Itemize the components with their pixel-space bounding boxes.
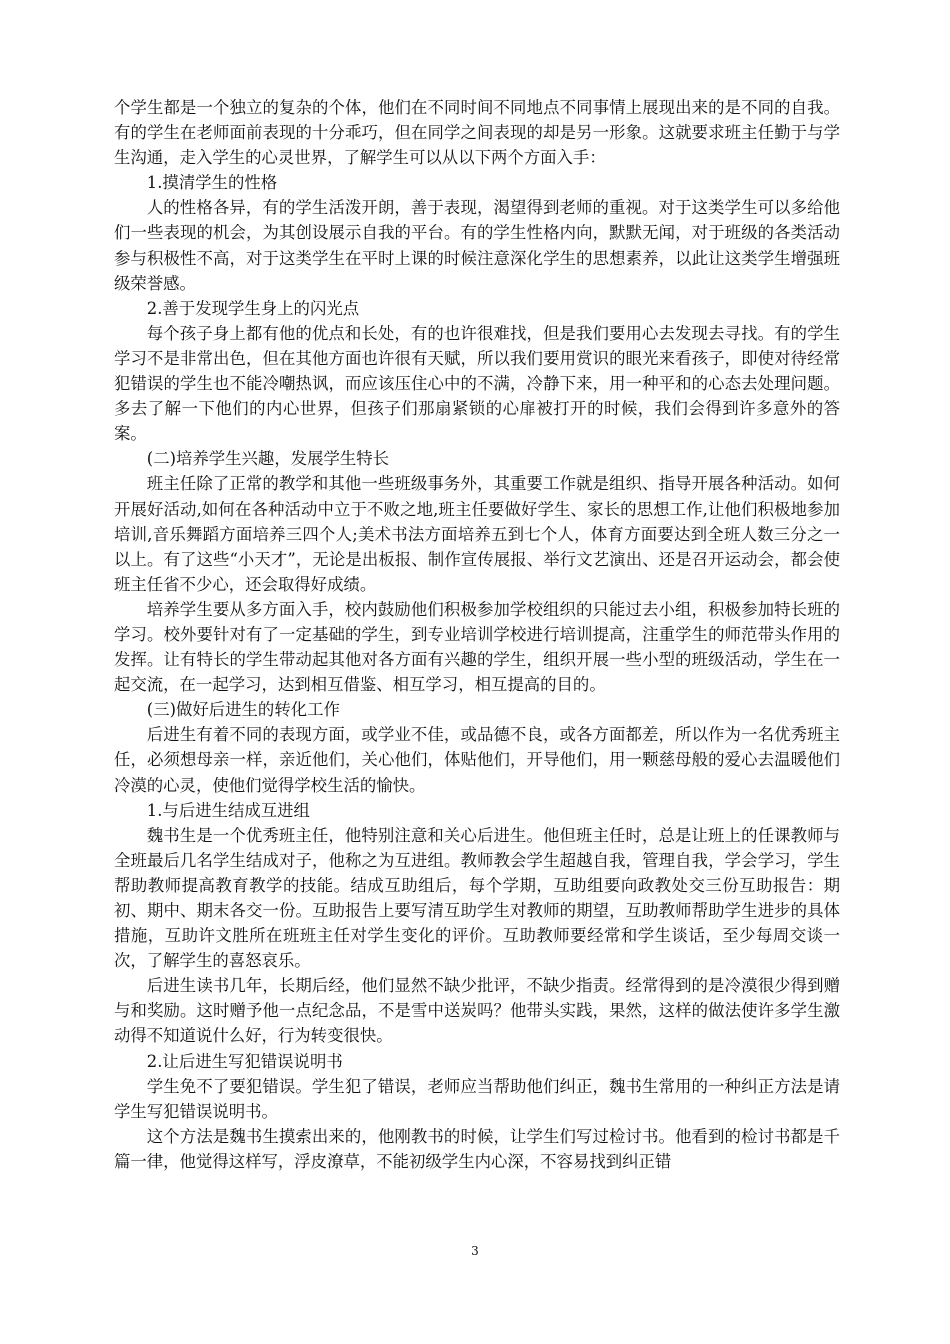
subheading: 2.善于发现学生身上的闪光点 — [146, 298, 360, 318]
section-heading: (二)培养学生兴趣，发展学生特长 — [146, 449, 390, 469]
section-heading: (三)做好后进生的转化工作 — [146, 700, 340, 720]
document-body — [114, 95, 840, 1174]
paragraph: 这个方法是魏书生摸索出来的，他刚教书的时候，让学生们写过检讨书。他看到的检讨书都是千篇一律，他觉得这样写，浮皮潦草，不能初级学生内心深，不容易找到纠正错 — [114, 1126, 840, 1171]
paragraph: 后进生有着不同的表现方面，或学业不佳，或品德不良，或各方面都差，所以作为一名优秀班主任，必须想母亲一样，亲近他们，关心他们，体贴他们，开导他们，用一颗慈母般的爱心去温暖他们冷漠的心灵，使他们觉得学校生活的愉快。 — [114, 725, 840, 795]
paragraph-continuation: 个学生都是一个独立的复杂的个体，他们在不同时间不同地点不同事情上展现出来的是不同的自我。有的学生在老师面前表现的十分乖巧，但在同学之间表现的却是另一形象。这就要求班主任勤于与学生沟通，走入学生的心灵世界，了解学生可以从以下两个方面入手： — [114, 98, 840, 168]
subheading: 2.让后进生写犯错误说明书 — [146, 1051, 343, 1071]
paragraph: 班主任除了正常的教学和其他一些班级事务外，其重要工作就是组织、指导开展各种活动。如何开展好活动,如何在各种活动中立于不败之地,班主任要做好学生、家长的思想工作,让他们积极地参加培训,音乐舞蹈方面培养三四个人;美术书法方面培养五到七个人，体育方面要达到全班人数三分之一以上。有了这些“小天才”，无论是出板报、制作宣传展报、举行文艺演出、还是召开运动会，都会使班主任省不少心，还会取得好成绩。 — [114, 474, 840, 594]
paragraph: 每个孩子身上都有他的优点和长处，有的也许很难找，但是我们要用心去发现去寻找。有的学生学习不是非常出色，但在其他方面也许很有天赋，所以我们要用赏识的眼光来看孩子，即使对待经常犯错误的学生也不能冷嘲热讽，而应该压住心中的不满，冷静下来，用一种平和的心态去处理问题。多去了解一下他们的内心世界，但孩子们那扇紧锁的心扉被打开的时候，我们会得到许多意外的答案。 — [114, 323, 840, 444]
paragraph: 学生免不了要犯错误。学生犯了错误，老师应当帮助他们纠正，魏书生常用的一种纠正方法是请学生写犯错误说明书。 — [114, 1076, 840, 1121]
page-number: 3 — [471, 1244, 479, 1258]
paragraph: 后进生读书几年，长期后经，他们显然不缺少批评，不缺少指责。经常得到的是冷漠很少得到赠与和奖励。这时赠予他一点纪念品，不是雪中送炭吗？他带头实践，果然，这样的做法使许多学生激动得不知道说什么好，行为转变很快。 — [114, 976, 840, 1046]
paragraph: 人的性格各异，有的学生活泼开朗，善于表现，渴望得到老师的重视。对于这类学生可以多给他们一些表现的机会，为其创设展示自我的平台。有的学生性格内向，默默无闻，对于班级的各类活动参与积极性不高，对于这类学生在平时上课的时候注意深化学生的思想素养，以此让这类学生增强班级荣誉感。 — [114, 198, 840, 293]
paragraph: 魏书生是一个优秀班主任，他特别注意和关心后进生。他但班主任时，总是让班上的任课教师与全班最后几名学生结成对子，他称之为互进组。教师教会学生超越自我，管理自我，学会学习，学生帮助教师提高教育教学的技能。结成互助组后，每个学期，互助组要向政教处交三份互助报告：期初、期中、期末各交一份。互助报告上要写清互助学生对教师的期望，互助教师帮助学生进步的具体措施，互助许文胜所在班班主任对学生变化的评价。互助教师要经常和学生谈话，至少每周交谈一次，了解学生的喜怒哀乐。 — [114, 825, 840, 971]
paragraph: 培养学生要从多方面入手，校内鼓励他们积极参加学校组织的只能过去小组，积极参加特长班的学习。校外要针对有了一定基础的学生，到专业培训学校进行培训提高，注重学生的师范带头作用的发挥。让有特长的学生带动起其他对各方面有兴趣的学生，组织开展一些小型的班级活动，学生在一起交流，在一起学习，达到相互借鉴、相互学习，相互提高的目的。 — [114, 599, 840, 695]
subheading: 1.与后进生结成互进组 — [146, 800, 310, 820]
subheading: 1.摸清学生的性格 — [146, 173, 278, 193]
